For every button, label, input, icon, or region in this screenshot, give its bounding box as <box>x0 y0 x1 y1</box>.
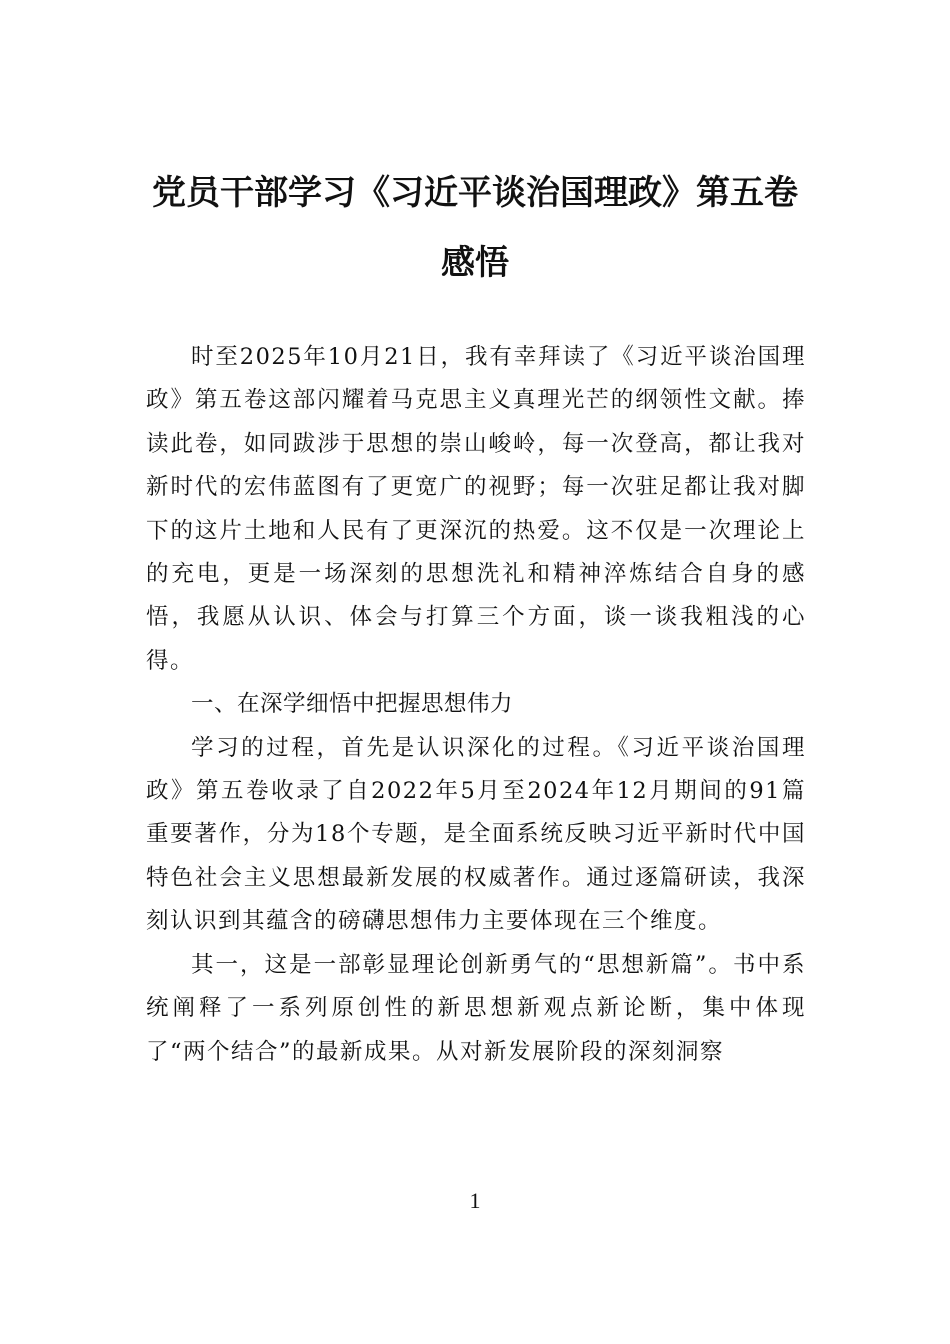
document-title: 党员干部学习《习近平谈治国理政》第五卷感悟 <box>152 173 798 283</box>
page-number: 1 <box>469 1188 481 1213</box>
section-heading: 一、在深学细悟中把握思想伟力 <box>191 691 514 718</box>
document-body <box>146 336 806 1074</box>
section-paragraph: 学习的过程，首先是认识深化的过程。《习近平谈治国理政》第五卷收录了自2022年5月至2024年12月期间的91篇重要著作，分为18个专题，是全面系统反映习近平新时代中国特色社会主义思想最新发展的权威著作。通过逐篇研读，我深刻认识到其蕴含的磅礴思想伟力主要体现在三个维度。 <box>146 734 806 935</box>
intro-paragraph: 时至2025年10月21日，我有幸拜读了《习近平谈治国理政》第五卷这部闪耀着马克思主义真理光芒的纲领性文献。捧读此卷，如同跋涉于思想的崇山峻岭，每一次登高，都让我对新时代的宏伟蓝图有了更宽广的视野；每一次驻足都让我对脚下的这片土地和人民有了更深沉的热爱。这不仅是一次理论上的充电，更是一场深刻的思想洗礼和精神淬炼结合自身的感悟，我愿从认识、体会与打算三个方面，谈一谈我粗浅的心得。 <box>146 344 806 674</box>
section-paragraph: 其一，这是一部彰显理论创新勇气的“思想新篇”。书中系统阐释了一系列原创性的新思想新观点新论断，集中体现了“两个结合”的最新成果。从对新发展阶段的深刻洞察 <box>146 951 806 1065</box>
